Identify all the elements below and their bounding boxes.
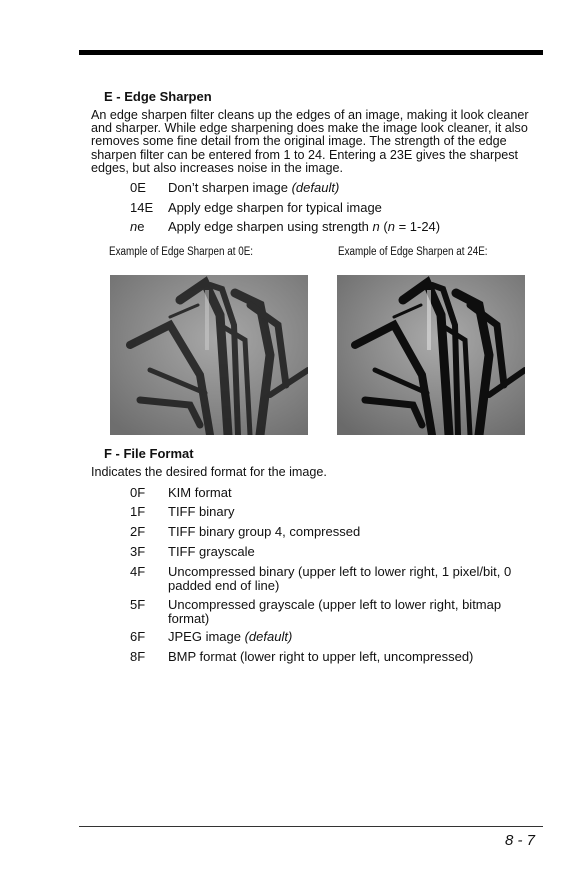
option-code: 2F — [130, 524, 146, 539]
option-description: BMP format (lower right to upper left, uncompressed) — [168, 649, 474, 664]
option-code: 1F — [130, 504, 146, 519]
file-format-intro: Indicates the desired format for the image. — [91, 465, 327, 479]
option-code: 5F — [130, 597, 146, 612]
option-description: TIFF grayscale — [168, 544, 255, 559]
option-description: TIFF binary group 4, compressed — [168, 524, 361, 539]
option-description: KIM format — [168, 485, 232, 500]
section-heading-file-format: F - File Format — [104, 446, 194, 461]
option-code: 6F — [130, 629, 146, 644]
option-description: TIFF binary — [168, 504, 235, 519]
option-description: JPEG image (default) — [168, 629, 293, 644]
option-code: 0E — [130, 180, 146, 195]
option-code: 3F — [130, 544, 146, 559]
option-description: Uncompressed grayscale (upper left to lower right, bitmap format) — [168, 597, 502, 626]
page-number: 8 - 7 — [504, 832, 535, 849]
edge-sharpen-description: An edge sharpen filter cleans up the edges of an image, making it look cleaner and sharper. While edge sharpening does make the image look cleaner, it also removes some fine detail from the original image. The strength of the edge sharpen filter can be entered from 1 to 24. Entering a 23E gives the sharpest edges, but also increases noise in the image. — [91, 108, 529, 175]
option-description: Apply edge sharpen for typical image — [168, 200, 382, 215]
option-code: 14E — [130, 200, 154, 215]
option-description: Don’t sharpen image (default) — [168, 180, 340, 195]
top-rule — [79, 50, 543, 55]
option-description: Apply edge sharpen using strength n (n = 1-24) — [168, 219, 441, 234]
example-image-0E — [110, 275, 308, 435]
bottom-rule — [79, 826, 543, 827]
example-caption-0E: Example of Edge Sharpen at 0E: — [109, 246, 254, 258]
section-heading-edge-sharpen: E - Edge Sharpen — [104, 89, 212, 104]
option-description: Uncompressed binary (upper left to lower right, 1 pixel/bit, 0 padded end of line) — [168, 564, 512, 593]
example-image-24E — [337, 275, 525, 435]
example-caption-24E: Example of Edge Sharpen at 24E: — [338, 246, 488, 258]
option-code: 8F — [130, 649, 146, 664]
option-code: ne — [130, 219, 145, 234]
option-code: 0F — [130, 485, 146, 500]
option-code: 4F — [130, 564, 146, 579]
